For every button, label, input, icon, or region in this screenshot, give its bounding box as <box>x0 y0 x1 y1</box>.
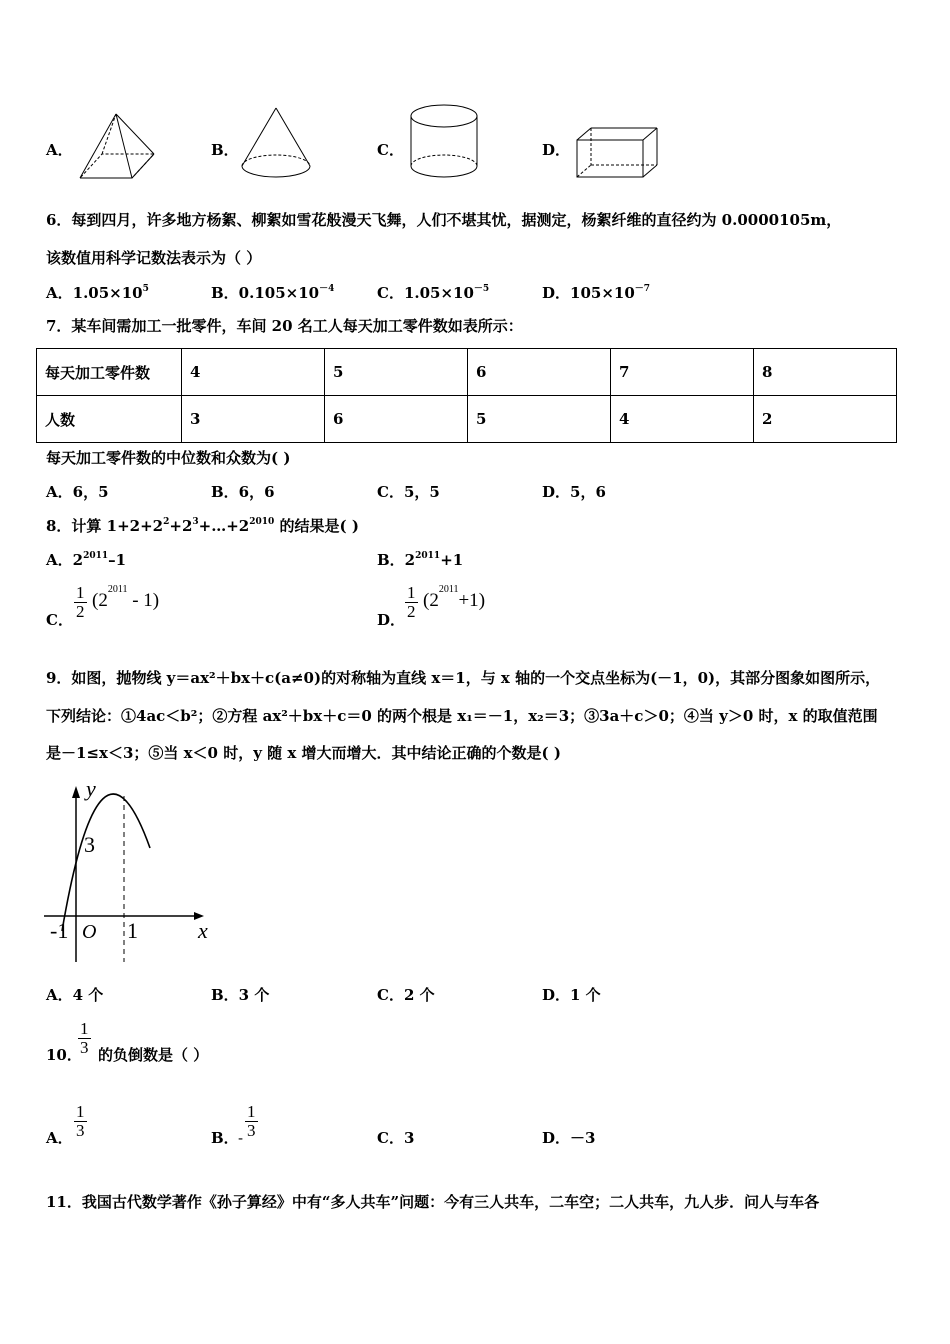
parabola-graph <box>40 776 210 966</box>
q10-b-fraction: 1 3 <box>247 1102 256 1140</box>
q7-stem: 7．某车间需加工一批零件，车间 20 名工人每天加工零件数如表所示： <box>46 317 523 335</box>
table-cell: 4 <box>182 349 325 396</box>
q9-stem-line2: 下列结论：①4ac＜b²；②方程 ax²＋bx＋c＝0 的两个根是 x₁＝－1，x₂＝3；③3a＋c＞0；④当 y＞0 时，x 的取值范围 <box>46 707 878 725</box>
q10-number: 10． <box>46 1046 82 1064</box>
q6-stem-line2: 该数值用科学记数法表示为（ ） <box>46 249 262 267</box>
table-cell: 6 <box>325 396 468 443</box>
q10-a-fraction: 1 3 <box>76 1102 85 1140</box>
q9-stem-line3: 是－1≤x＜3；⑤当 x＜0 时，y 随 x 增大而增大．其中结论正确的个数是( ) <box>46 744 561 762</box>
q10-option-d: D．－3 <box>542 1129 596 1147</box>
table-cell: 7 <box>611 349 754 396</box>
x-axis-label: x <box>198 918 208 943</box>
table-cell: 人数 <box>37 396 182 443</box>
table-cell: 4 <box>611 396 754 443</box>
table-cell: 5 <box>468 396 611 443</box>
q6-option-b: B．$0.105\times 10^{-4}$ <box>211 284 335 302</box>
q8-stem: 8．计算 $1+2+2^2+2^3+\dots+2^{2010}$ 的结果是( ) <box>46 517 359 535</box>
q8-d-expression: $(2^{2011}+1)$ <box>423 584 486 611</box>
origin-label: O <box>82 921 97 943</box>
q7-option-a: A．6，5 <box>46 483 109 501</box>
cylinder-figure <box>408 102 482 182</box>
q9-option-c: C．2 个 <box>377 986 435 1004</box>
q8-option-c: C． <box>46 611 73 629</box>
table-cell: 6 <box>468 349 611 396</box>
q9-option-a: A．4 个 <box>46 986 104 1004</box>
q9-option-d: D．1 个 <box>542 986 601 1004</box>
y-axis-label: y <box>86 776 96 801</box>
q6-stem-line1: 6．每到四月，许多地方杨絮、柳絮如雪花般漫天飞舞，人们不堪其忧，据测定，杨絮纤维的直径约为 0.0000105m， <box>46 211 842 229</box>
table-cell: 5 <box>325 349 468 396</box>
x-tick-neg1: -1 <box>50 918 69 943</box>
q8-c-expression: $(2^{2011} - 1)$ <box>92 584 160 611</box>
table-cell: 每天加工零件数 <box>37 349 182 396</box>
table-cell: 3 <box>182 396 325 443</box>
q7-question: 每天加工零件数的中位数和众数为( ) <box>46 449 291 467</box>
q5-option-d: D． <box>542 141 571 159</box>
q10-stem-fraction: 1 3 <box>80 1019 89 1057</box>
table-cell: 8 <box>754 349 897 396</box>
q5-option-c: C． <box>377 141 404 159</box>
q7-option-b: B．6，6 <box>211 483 275 501</box>
q10-b-sign: - <box>238 1129 244 1147</box>
q7-table <box>36 348 897 443</box>
q10-option-b: B． <box>211 1129 239 1147</box>
q6-option-c: C．$1.05\times 10^{-5}$ <box>377 284 490 302</box>
q10-stem-text: 的负倒数是（ ） <box>98 1046 209 1064</box>
q10-option-c: C．3 <box>377 1129 415 1147</box>
q7-option-d: D．5，6 <box>542 483 606 501</box>
table-row <box>37 396 897 443</box>
q9-option-b: B．3 个 <box>211 986 270 1004</box>
x-tick-1: 1 <box>127 918 138 943</box>
q5-option-a: A． <box>46 141 73 159</box>
table-cell: 2 <box>754 396 897 443</box>
q6-option-d: D．$105\times 10^{-7}$ <box>542 284 651 302</box>
table-row <box>37 349 897 396</box>
q8-d-half-fraction: 1 2 <box>407 583 416 621</box>
q8-c-half-fraction: 1 2 <box>76 583 85 621</box>
q6-option-a: A．$1.05\times 10^5$ <box>46 284 149 302</box>
q8-option-b: B．$2^{2011}+1$ <box>377 551 464 569</box>
y-tick-3: 3 <box>84 832 95 857</box>
q9-stem-line1: 9．如图，抛物线 y＝ax²＋bx＋c(a≠0)的对称轴为直线 x＝1，与 x 轴的一个交点坐标为(－1，0)，其部分图象如图所示， <box>46 669 881 687</box>
cone-figure <box>238 106 318 182</box>
q7-option-c: C．5，5 <box>377 483 440 501</box>
cuboid-figure <box>574 124 660 180</box>
pyramid-figure <box>76 112 160 182</box>
q8-option-a: A．$2^{2011}-1$ <box>46 551 127 569</box>
q11-stem-line1: 11．我国古代数学著作《孙子算经》中有“多人共车”问题：今有三人共车，二车空；二人共车，九人步．问人与车各 <box>46 1193 820 1211</box>
q5-option-b: B． <box>211 141 239 159</box>
q10-option-a: A． <box>46 1129 73 1147</box>
q8-option-d: D． <box>377 611 406 629</box>
